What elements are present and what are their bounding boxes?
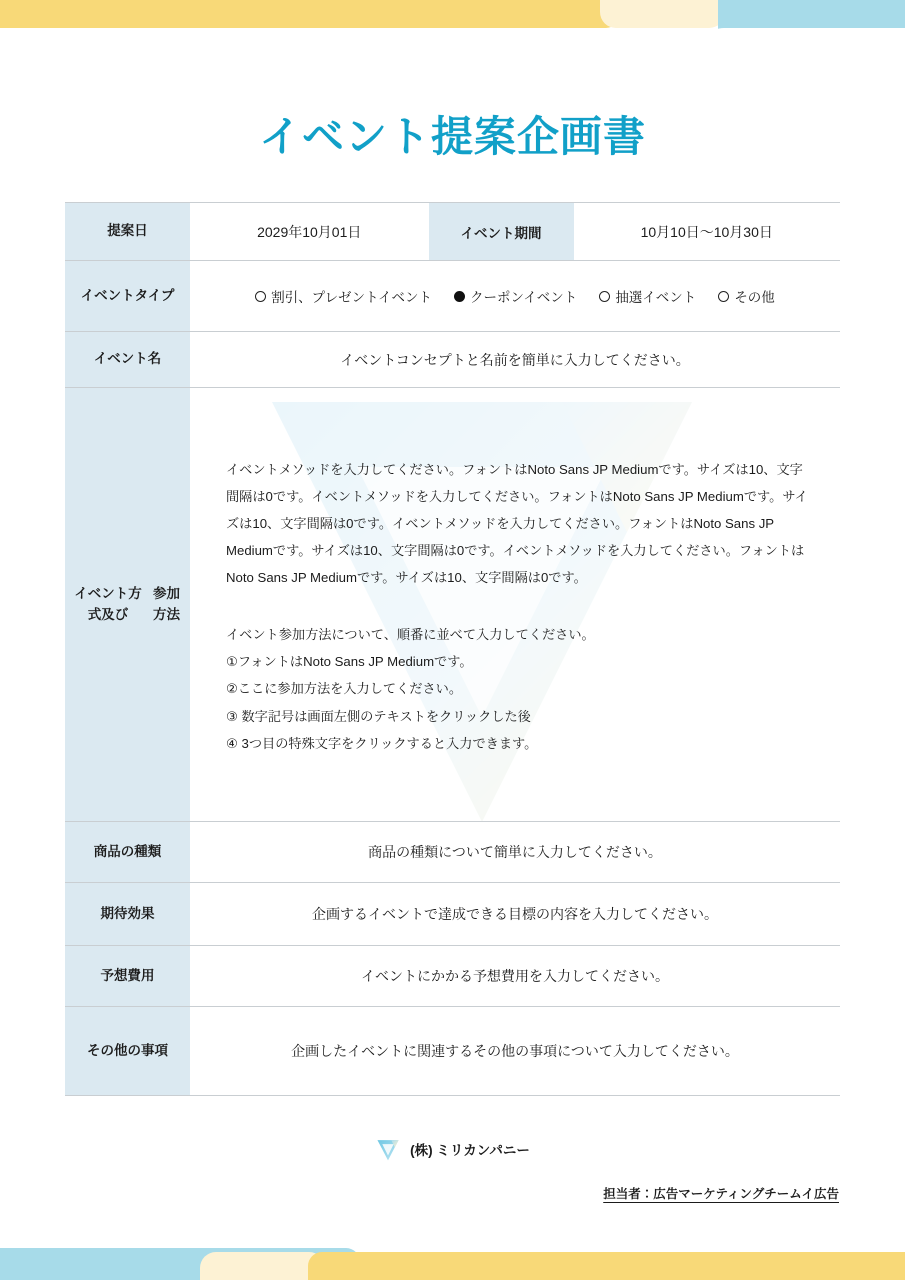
company-logo-v-icon [375,1136,401,1162]
label-event-period: イベント期間 [429,203,574,260]
label-event-type: イベントタイプ [65,261,190,331]
top-white-rounded-mask [700,28,905,68]
proposal-table [65,202,840,1096]
step-item-3: ③ 数字記号は画面左側のテキストをクリックした後 [226,708,531,724]
table-row-event-method [65,388,840,822]
label-event-name: イベント名 [65,332,190,387]
label-line-2: 参加方法 [153,585,180,622]
option-other[interactable] [718,286,775,306]
option-label: クーポンイベント [469,290,578,305]
value-product-type[interactable]: 商品の種類について簡単に入力してください。 [368,844,662,860]
bottom-cream-bar [200,1252,325,1280]
radio-unchecked-icon[interactable] [255,291,266,302]
label-product-type: 商品の種類 [65,822,190,882]
table-row-event-type [65,261,840,332]
label-other-matters: その他の事項 [65,1007,190,1095]
table-row-date [65,202,840,261]
option-label: その他 [734,290,775,305]
label-line-1: イベント方式及び [74,585,142,622]
value-proposal-date[interactable]: 2029年10月01日 [257,223,362,240]
table-row-estimated-cost [65,946,840,1007]
option-label: 割引、プレゼントイベント [271,290,432,305]
value-event-type [190,261,840,331]
option-lottery[interactable] [599,286,696,306]
owner-line: 担当者：広告マーケティングチームイ広告 [603,1187,839,1201]
table-row-other-matters [65,1007,840,1096]
method-paragraph: イベントメソッドを入力してください。フォントはNoto Sans JP Mediumです。サイズは10、文字間隔は0です。イベントメソッドを入力してください。フォントはNoto Sans JP Mediumです。サイズは10、文字間隔は0です。イベントメソッドを入力してください。フォントはNoto Sans JP Mediumです。サイズは10、文字間隔は0です。イベントメソッドを入力してください。フォントはNoto Sans JP Mediumです。サイズは10、文字間隔は0です。 [226,462,808,586]
footer-company [0,1136,905,1162]
value-estimated-cost[interactable]: イベントにかかる予想費用を入力してください。 [361,968,669,984]
value-event-method[interactable] [190,388,840,821]
label-expected-effect: 期待効果 [65,883,190,945]
step-item-2: ②ここに参加方法を入力してください。 [226,681,463,697]
page-title: イベント提案企画書 [258,113,646,160]
value-event-name[interactable]: イベントコンセプトと名前を簡単に入力してください。 [340,351,690,368]
radio-checked-icon[interactable] [454,291,465,302]
value-event-period[interactable]: 10月10日〜10月30日 [640,223,773,240]
radio-unchecked-icon[interactable] [718,291,729,302]
value-other-matters[interactable]: 企画したイベントに関連するその他の事項について入力してください。 [291,1043,739,1059]
value-expected-effect[interactable]: 企画するイベントで達成できる目標の内容を入力してください。 [312,906,718,922]
option-discount-present[interactable] [255,286,432,306]
radio-unchecked-icon[interactable] [599,291,610,302]
table-row-expected-effect [65,883,840,946]
label-event-method [65,388,190,821]
label-estimated-cost: 予想費用 [65,946,190,1006]
participation-steps [226,621,810,756]
steps-lead: イベント参加方法について、順番に並べて入力してください。 [226,627,595,643]
bottom-yellow-bar [308,1252,905,1280]
option-label: 抽選イベント [615,290,697,305]
top-yellow-bar [0,0,620,28]
step-item-1: ①フォントはNoto Sans JP Mediumです。 [226,654,473,670]
company-name: (株) ミリカンパニー [410,1143,530,1158]
top-cream-bar [600,0,725,28]
event-type-options [200,286,830,306]
bottom-white-rounded-mask [0,1206,195,1248]
table-row-product-type [65,822,840,883]
table-row-event-name [65,332,840,388]
option-coupon[interactable] [454,286,577,306]
step-item-4: ④ 3つ目の特殊文字をクリックすると入力できます。 [226,735,538,751]
label-proposal-date: 提案日 [65,203,190,260]
